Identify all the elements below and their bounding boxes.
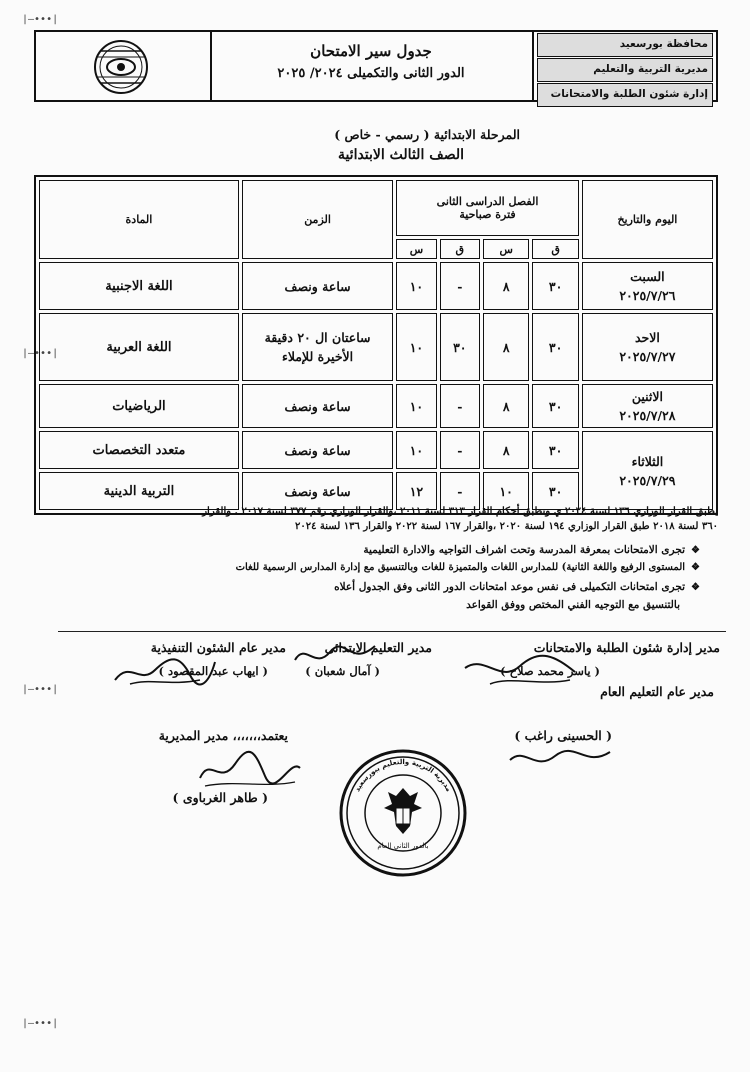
subject-cell: اللغة الاجنبية xyxy=(39,262,239,310)
eagle-emblem-icon xyxy=(384,788,422,834)
table-header-row xyxy=(39,180,713,236)
org-line-directorate: مديرية التربية والتعليم xyxy=(537,58,713,82)
end-q-cell: - xyxy=(440,384,480,428)
org-block xyxy=(532,32,716,100)
official-seal xyxy=(338,748,468,878)
subject-cell: الرياضيات xyxy=(39,384,239,428)
subject-cell: متعدد التخصصات xyxy=(39,431,239,469)
margin-mark: |—•••| xyxy=(22,1018,59,1029)
start-s-cell: ٨ xyxy=(483,431,529,469)
note-continuation: بالتنسيق مع التوجيه الفني المختص ووفق القواعد xyxy=(466,599,680,611)
approval-label: يعتمد،،،،،،، مدير المديرية xyxy=(158,728,288,743)
header-end-q: ق xyxy=(440,239,480,259)
duration-cell: ساعة ونصف xyxy=(242,262,393,310)
subject-cell: التربية الدينية xyxy=(39,472,239,510)
start-q-cell: ٣٠ xyxy=(532,313,578,381)
table-row xyxy=(39,384,713,428)
note-item: ❖المستوى الرفيع واللغة الثانية) للمدارس اللغات والمتميزة للغات وبالتنسيق مع إدارة المدارس الرسمية للغات xyxy=(235,562,700,573)
day-cell: الاحد ٢٠٢٥/٧/٢٧ xyxy=(582,313,713,381)
official-seal-icon xyxy=(338,748,468,878)
day-cell: السبت ٢٠٢٥/٧/٢٦ xyxy=(582,262,713,310)
logo-area xyxy=(36,32,212,100)
day-cell: الاثنين ٢٠٢٥/٧/٢٨ xyxy=(582,384,713,428)
exams-manager-title: مدير إدارة شئون الطلبة والامتحانات xyxy=(533,640,720,655)
start-q-cell: ٣٠ xyxy=(532,431,578,469)
duration-cell: ساعة ونصف xyxy=(242,431,393,469)
subject-cell: اللغة العربية xyxy=(39,313,239,381)
document-header xyxy=(34,30,718,102)
header-day: اليوم والتاريخ xyxy=(582,180,713,259)
regulation-line-2: ٣٦٠ لسنة ٢٠١٨ طبق القرار الوزاري ١٩٤ لسنة ٢٠٢٠ ،والقرار ١٦٧ لسنة ٢٠٢٢ والقرار ١٣٦ لسنة ٢٠٢٤ xyxy=(294,521,718,532)
duration-cell: ساعة ونصف xyxy=(242,384,393,428)
regulation-line-1: يطبق القرار الوزاري ١٣٦ لسنة ٢٠٢٤ ي وتطبق أحكام القرار ٣١٣ لسنة ٢٠١١ ،والقرار الوزاري رقم ٣٧٧ لسنة ٢٠١٧ . والقرار xyxy=(202,506,718,517)
margin-mark: |—•••| xyxy=(22,14,59,25)
signature-scribble-exec xyxy=(110,650,220,690)
header-duration: الزمن xyxy=(242,180,393,259)
duration-cell: ساعتان ال ٢٠ دقيقة الأخيرة للإملاء xyxy=(242,313,393,381)
general-manager-name: ( الحسينى راغب ) xyxy=(514,728,612,743)
header-start-q: ق xyxy=(532,239,578,259)
director-name: ( طاهر الغرباوى ) xyxy=(172,790,268,805)
header-term: الفصل الدراسى الثانى فترة صباحية xyxy=(396,180,579,236)
start-s-cell: ٨ xyxy=(483,313,529,381)
svg-text:بالدور الثاني العام: بالدور الثاني العام xyxy=(377,842,429,850)
margin-mark: |—•••| xyxy=(22,348,59,359)
org-line-department: إدارة شئون الطلبة والامتحانات xyxy=(537,83,713,107)
diamond-bullet-icon: ❖ xyxy=(691,562,700,573)
document-title: جدول سير الامتحان xyxy=(310,42,432,60)
duration-cell: ساعة ونصف xyxy=(242,472,393,510)
document-subtitle: الدور الثانى والتكميلى ٢٠٢٤/ ٢٠٢٥ xyxy=(277,66,465,81)
table-row xyxy=(39,262,713,310)
general-manager-title: مدير عام التعليم العام xyxy=(600,684,714,699)
exec-manager-name: ( ايهاب عبد المقصود ) xyxy=(158,664,268,678)
primary-manager-name: ( آمال شعبان ) xyxy=(305,664,380,678)
header-end-s: س xyxy=(396,239,436,259)
end-q-cell: - xyxy=(440,431,480,469)
end-q-cell: - xyxy=(440,472,480,510)
start-q-cell: ٣٠ xyxy=(532,472,578,510)
margin-mark: |—•••| xyxy=(22,684,59,695)
end-q-cell: - xyxy=(440,262,480,310)
svg-text:مديرية التربية والتعليم ببورسع: مديرية التربية والتعليم ببورسعيد xyxy=(353,757,453,794)
divider xyxy=(58,631,726,632)
primary-manager-title: مدير التعليم الابتدائى xyxy=(324,640,432,655)
signature-scribble-director xyxy=(195,748,305,792)
signature-scribble-exams xyxy=(460,650,580,690)
table-row xyxy=(39,431,713,469)
start-s-cell: ١٠ xyxy=(483,472,529,510)
ministry-logo-icon xyxy=(86,37,156,97)
end-s-cell: ١٠ xyxy=(396,313,436,381)
end-s-cell: ١٠ xyxy=(396,384,436,428)
day-cell: الثلاثاء ٢٠٢٥/٧/٢٩ xyxy=(582,431,713,510)
start-s-cell: ٨ xyxy=(483,262,529,310)
header-subject: المادة xyxy=(39,180,239,259)
start-q-cell: ٣٠ xyxy=(532,262,578,310)
org-line-governorate: محافظة بورسعيد xyxy=(537,33,713,57)
table-row xyxy=(39,313,713,381)
end-s-cell: ١٢ xyxy=(396,472,436,510)
exams-manager-name: ( ياسر محمد صلاح ) xyxy=(500,664,600,678)
header-start-s: س xyxy=(483,239,529,259)
note-item: ❖تجرى الامتحانات بمعرفة المدرسة وتحت اشراف التواجيه والادارة التعليمية xyxy=(363,544,700,556)
diamond-bullet-icon: ❖ xyxy=(691,582,700,593)
start-q-cell: ٣٠ xyxy=(532,384,578,428)
grade-label: الصف الثالث الابتدائية xyxy=(337,147,464,163)
end-q-cell: ٣٠ xyxy=(440,313,480,381)
start-s-cell: ٨ xyxy=(483,384,529,428)
signature-scribble-general xyxy=(505,742,615,778)
exam-schedule-table xyxy=(34,175,718,515)
signature-scribble-primary xyxy=(290,640,380,676)
end-s-cell: ١٠ xyxy=(396,262,436,310)
exec-manager-title: مدير عام الشئون التنفيذية xyxy=(150,640,286,655)
stage-label: المرحلة الابتدائية ( رسمي - خاص ) xyxy=(334,127,520,142)
header-title-block xyxy=(212,32,530,100)
note-item: ❖تجرى امتحانات التكميلى فى نفس موعد امتحانات الدور الثانى وفق الجدول أعلاه xyxy=(334,581,700,593)
end-s-cell: ١٠ xyxy=(396,431,436,469)
diamond-bullet-icon: ❖ xyxy=(691,545,700,556)
